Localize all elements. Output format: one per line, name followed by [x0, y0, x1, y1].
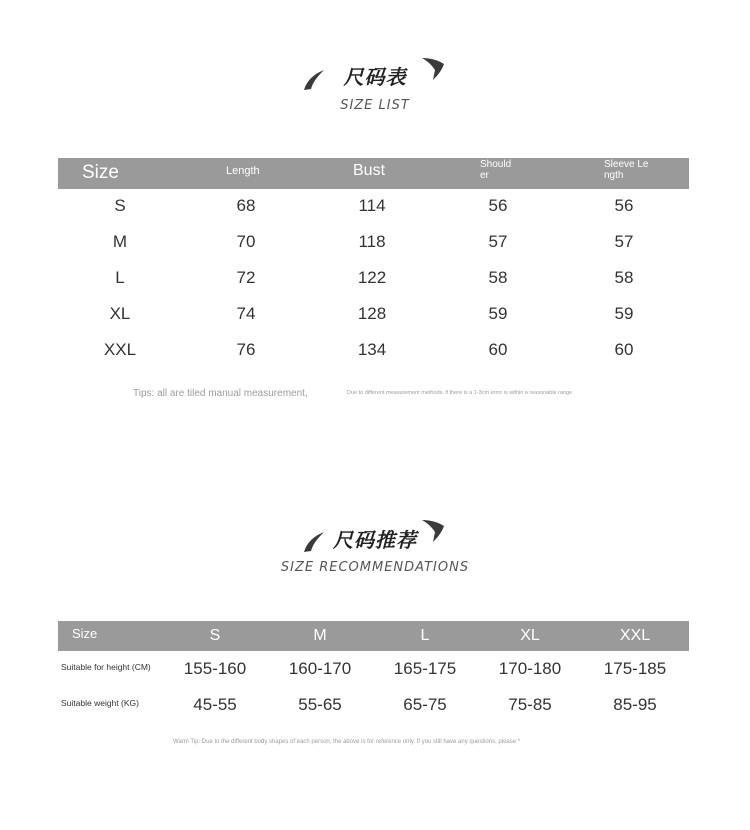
cell-shoulder: 57 — [488, 232, 508, 251]
size-list-header-row — [58, 158, 689, 189]
header-xl: XL — [520, 627, 540, 644]
cell-sleeve-length: 60 — [614, 340, 634, 359]
cell-weight-xl: 75-85 — [508, 695, 552, 714]
cell-weight-l: 65-75 — [403, 695, 447, 714]
table-row — [58, 260, 689, 296]
header-s: S — [209, 627, 221, 644]
cell-height-xl: 170-180 — [498, 659, 562, 678]
header-m: M — [313, 627, 327, 644]
cell-size: M — [112, 232, 128, 251]
cell-sleeve-length: 58 — [614, 268, 634, 287]
size-list-title-en: SIZE LIST — [340, 98, 410, 113]
header-bust: Bust — [353, 162, 386, 179]
size-list-table — [58, 158, 689, 369]
size-list-tip-left: Tips: all are tiled manual measurement, — [133, 388, 308, 399]
table-row — [58, 224, 689, 260]
header-xxl: XXL — [619, 627, 651, 644]
cell-height-xxl: 175-185 — [603, 659, 667, 678]
cell-sleeve-length: 56 — [614, 196, 634, 215]
size-recommendations-tip: Warm Tip: Due to the different body shapes of each person, the above is for reference only. If you still have any questions, please * — [173, 739, 521, 745]
cell-length: 72 — [236, 268, 256, 287]
header-size: Size — [72, 626, 98, 641]
cell-weight-xxl: 85-95 — [613, 695, 657, 714]
size-recommendations-title-cn: 尺码推荐 — [333, 528, 417, 552]
table-row — [58, 332, 689, 368]
cell-bust: 122 — [357, 268, 387, 287]
size-recommendations-header-row — [58, 621, 689, 651]
header-size: Size — [82, 162, 119, 183]
cell-weight-s: 45-55 — [193, 695, 237, 714]
cell-height-m: 160-170 — [288, 659, 352, 678]
cell-weight-m: 55-65 — [298, 695, 342, 714]
cell-length: 74 — [236, 304, 256, 323]
cell-shoulder: 59 — [488, 304, 508, 323]
table-row — [58, 296, 689, 332]
cell-shoulder: 56 — [488, 196, 508, 215]
cell-size: L — [115, 268, 125, 287]
cell-sleeve-length: 59 — [614, 304, 634, 323]
cell-size: S — [114, 196, 126, 215]
cell-size: XL — [109, 304, 131, 323]
cell-bust: 118 — [358, 232, 386, 251]
cell-length: 70 — [236, 232, 256, 251]
header-shoulder: Shoulder — [480, 159, 512, 181]
cell-height-s: 155-160 — [183, 659, 247, 678]
size-recommendations-title-block — [0, 520, 750, 600]
header-sleeve-length: Sleeve Length — [604, 159, 649, 181]
size-list-title-cn: 尺码表 — [343, 65, 407, 89]
cell-sleeve-length: 57 — [614, 232, 634, 251]
right-swoosh-icon — [420, 56, 446, 82]
row-label-height: Suitable for height (CM) — [61, 662, 151, 672]
size-recommendations-title-en: SIZE RECOMMENDATIONS — [280, 560, 470, 575]
cell-height-l: 165-175 — [393, 659, 457, 678]
size-list-title-block — [0, 58, 750, 138]
cell-length: 76 — [236, 340, 256, 359]
size-list-tip-right: Due to different measurement methods, if there is a 1-3cm error is within a reasonable range — [347, 390, 573, 396]
cell-bust: 134 — [357, 340, 387, 359]
row-label-weight: Suitable weight (KG) — [61, 698, 139, 708]
cell-size: XXL — [103, 340, 137, 359]
cell-shoulder: 60 — [488, 340, 508, 359]
table-row — [58, 687, 689, 723]
right-swoosh-icon — [420, 518, 446, 544]
cell-shoulder: 58 — [488, 268, 508, 287]
table-row — [58, 651, 689, 687]
cell-length: 68 — [236, 196, 256, 215]
size-recommendations-table — [58, 621, 689, 723]
header-l: L — [420, 627, 430, 644]
cell-bust: 114 — [358, 196, 386, 215]
cell-bust: 128 — [357, 304, 387, 323]
table-row — [58, 188, 689, 224]
header-length: Length — [226, 165, 260, 177]
